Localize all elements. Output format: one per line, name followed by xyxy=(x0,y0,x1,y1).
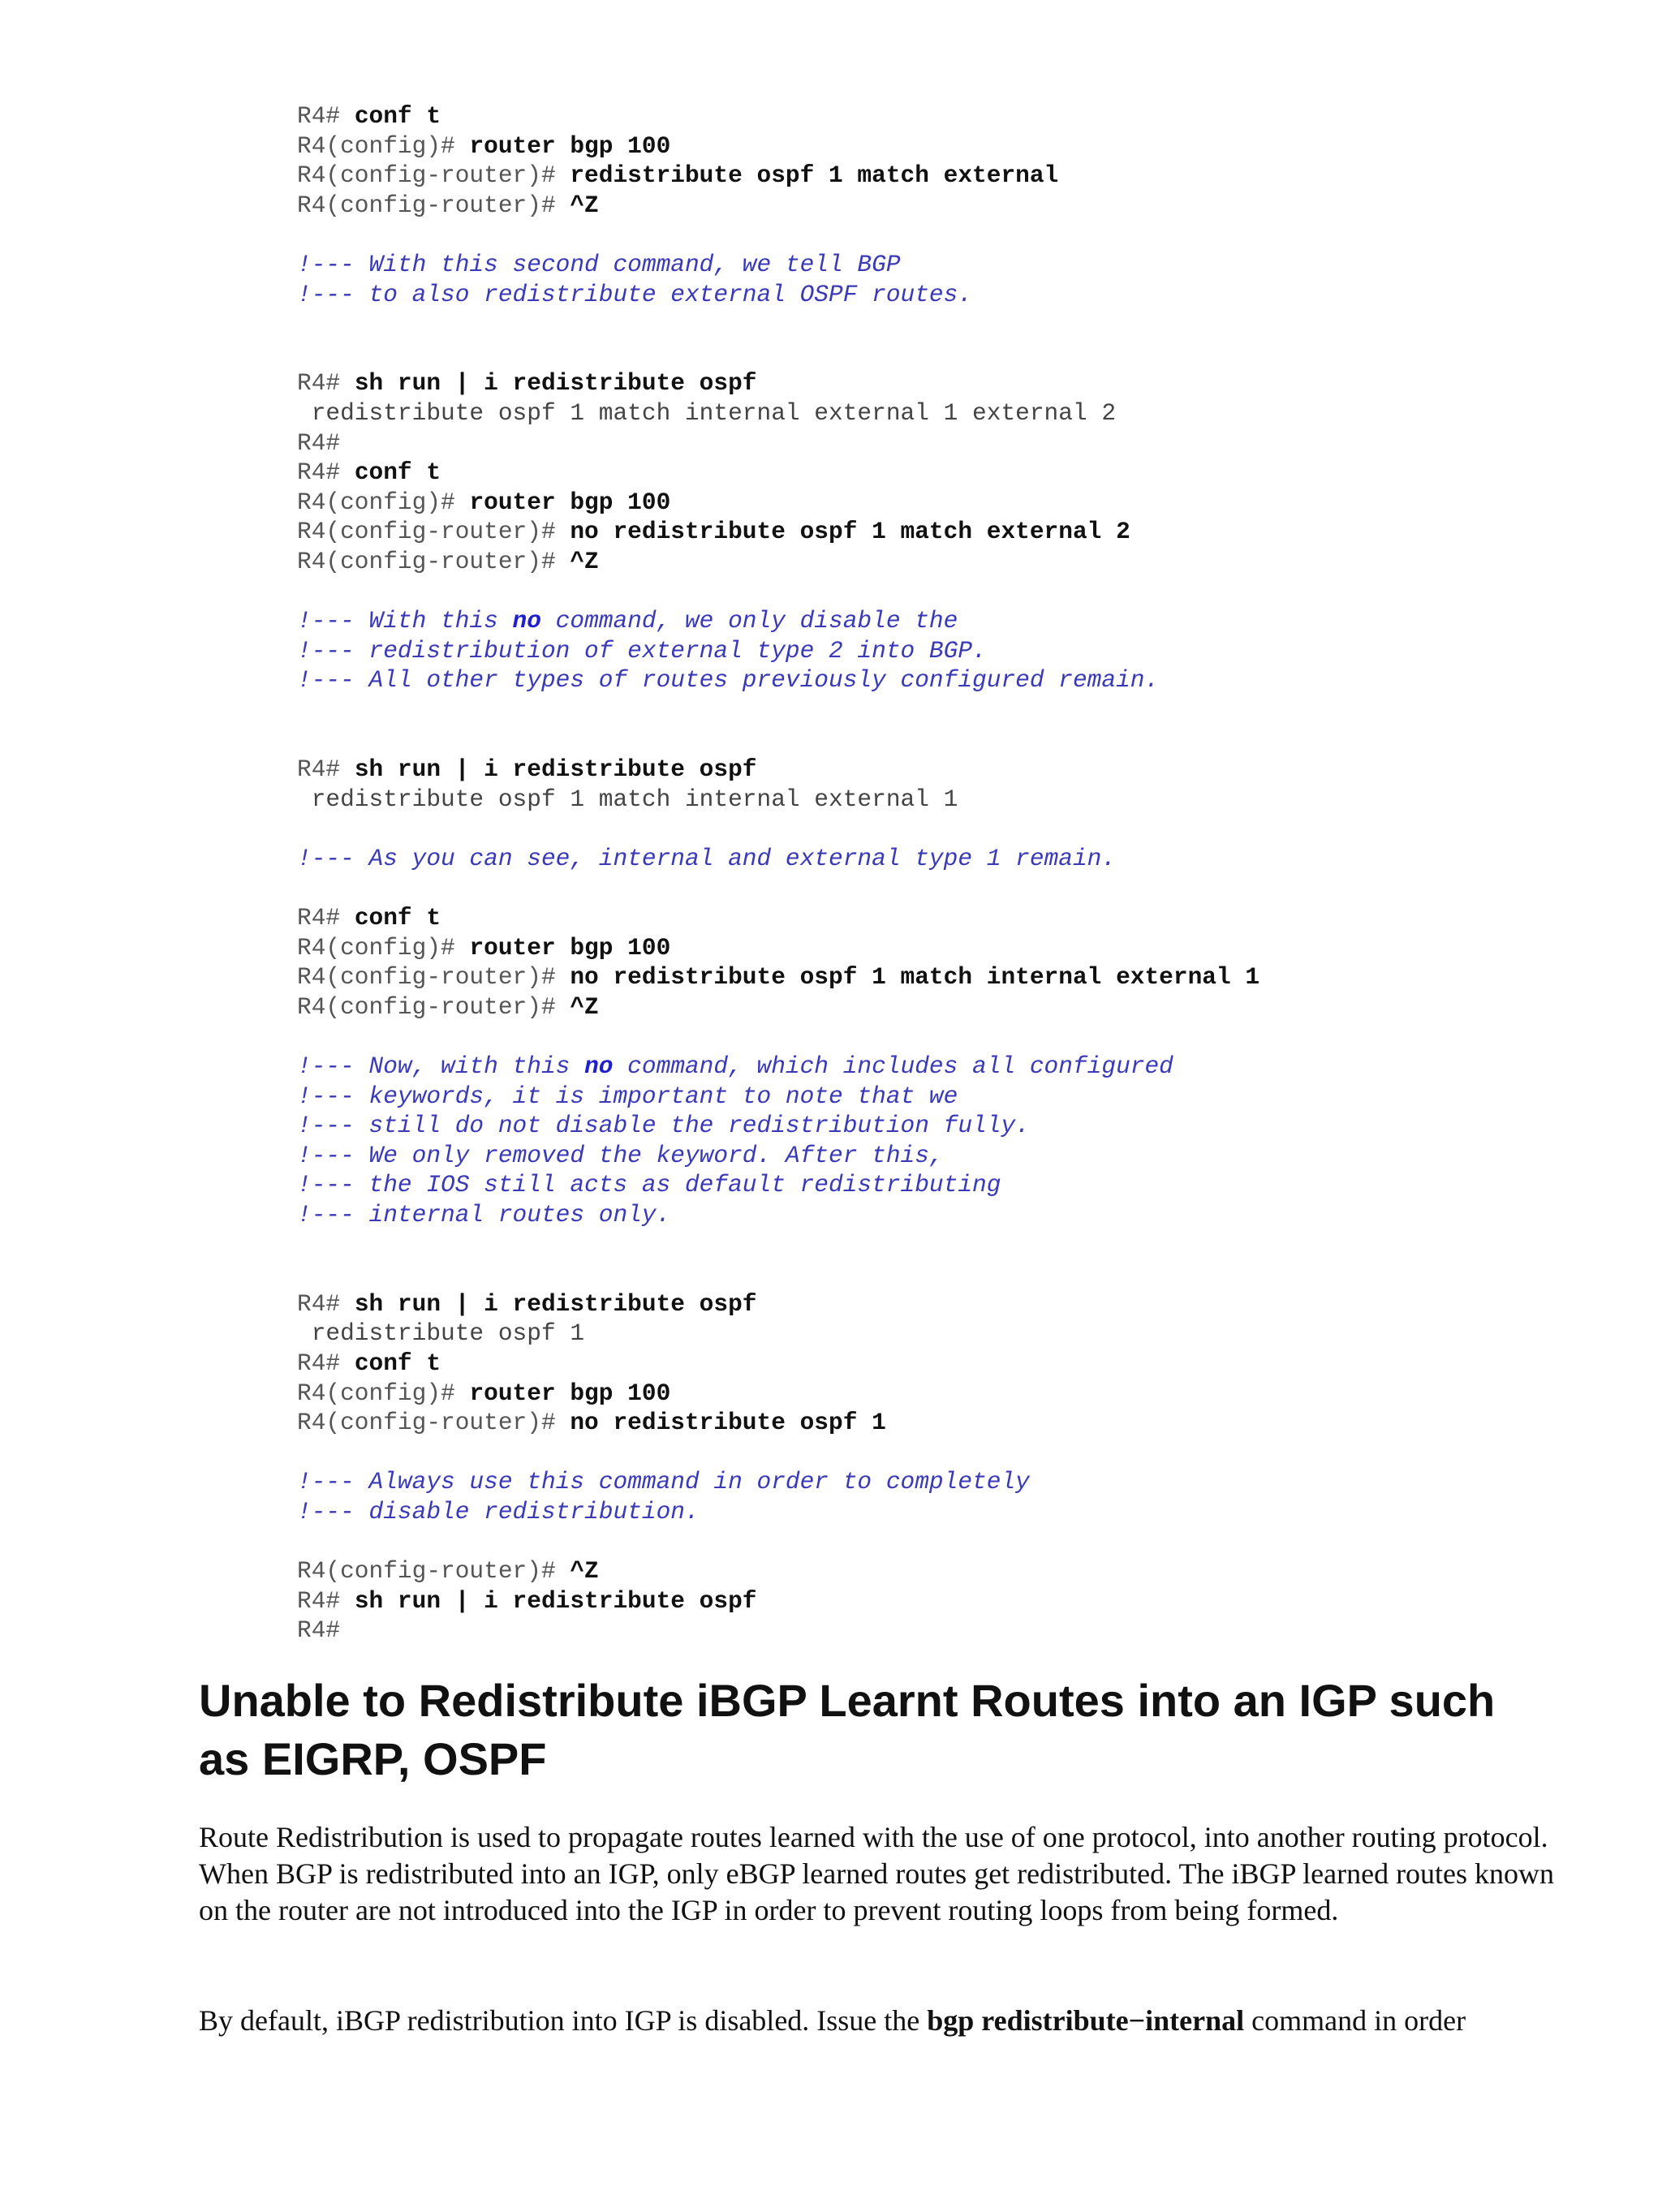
command-name: bgp redistribute−internal xyxy=(927,2004,1245,2037)
prompt: R4# xyxy=(297,904,355,932)
prompt: R4(config-router)# xyxy=(297,1409,571,1437)
comment-text: command, we only disable the xyxy=(540,607,958,635)
code-line xyxy=(297,458,1628,488)
prompt: R4(config-router)# xyxy=(297,992,571,1021)
comment-text: !--- Now, with this xyxy=(297,1052,585,1080)
code-comment: !--- keywords, it is important to note that we xyxy=(297,1082,958,1110)
code-comment: !--- Always use this command in order to completely xyxy=(297,1468,1030,1496)
command: redistribute ospf 1 match external xyxy=(570,161,1059,190)
prompt: R4(config-router)# xyxy=(297,547,571,575)
code-line xyxy=(297,161,1628,191)
code-line xyxy=(297,547,1628,577)
code-output: redistribute ospf 1 match internal external 1 xyxy=(297,785,958,813)
prompt: R4# xyxy=(297,755,355,784)
code-line xyxy=(297,903,1628,933)
prompt: R4# xyxy=(297,428,341,457)
command: router bgp 100 xyxy=(469,1379,671,1407)
prompt: R4(config)# xyxy=(297,933,470,962)
code-listing xyxy=(297,101,1628,1646)
command: conf t xyxy=(354,1349,441,1377)
prompt: R4# xyxy=(297,102,355,130)
section-heading: Unable to Redistribute iBGP Learnt Routes into an IGP such as EIGRP, OSPF xyxy=(199,1675,1496,1784)
code-comment: !--- With this second command, we tell BGP xyxy=(297,250,901,278)
command: ^Z xyxy=(570,992,599,1021)
command: conf t xyxy=(354,904,441,932)
command: ^Z xyxy=(570,547,599,575)
code-line xyxy=(297,428,1628,458)
prompt: R4(config-router)# xyxy=(297,963,571,992)
prompt: R4(config-router)# xyxy=(297,161,571,190)
prompt: R4# xyxy=(297,1616,341,1645)
code-line xyxy=(297,1616,1628,1646)
code-line xyxy=(297,101,1628,131)
code-comment: !--- All other types of routes previously configured remain. xyxy=(297,666,1160,695)
command: no redistribute ospf 1 xyxy=(570,1409,886,1437)
command: sh run | i redistribute ospf xyxy=(354,369,757,398)
command: sh run | i redistribute ospf xyxy=(354,755,757,784)
comment-keyword: no xyxy=(584,1052,614,1080)
code-line xyxy=(297,992,1628,1022)
code-comment: !--- internal routes only. xyxy=(297,1200,671,1229)
prompt: R4(config)# xyxy=(297,1379,470,1407)
code-line xyxy=(297,368,1628,398)
prompt: R4(config-router)# xyxy=(297,191,571,219)
code-comment: !--- redistribution of external type 2 into BGP. xyxy=(297,636,987,665)
prompt: R4(config)# xyxy=(297,488,470,516)
code-line xyxy=(297,1379,1628,1409)
code-line xyxy=(297,1408,1628,1438)
code-line xyxy=(297,933,1628,963)
prompt: R4(config-router)# xyxy=(297,1557,571,1586)
command: router bgp 100 xyxy=(469,488,671,516)
command: no redistribute ospf 1 match external 2 xyxy=(570,518,1130,546)
code-line xyxy=(297,1556,1628,1586)
command: ^Z xyxy=(570,1557,599,1586)
comment-text: command, which includes all configured xyxy=(613,1052,1173,1080)
code-line xyxy=(297,517,1628,547)
command: router bgp 100 xyxy=(469,131,671,160)
code-comment xyxy=(297,606,1628,636)
command: sh run | i redistribute ospf xyxy=(354,1586,757,1615)
prompt: R4# xyxy=(297,1289,355,1318)
code-comment: !--- We only removed the keyword. After this, xyxy=(297,1141,944,1169)
code-line xyxy=(297,755,1628,785)
code-line xyxy=(297,131,1628,161)
paragraph-text: By default, iBGP redistribution into IGP is disabled. Issue the xyxy=(199,2004,928,2037)
body-paragraph xyxy=(199,2003,1562,2039)
code-line xyxy=(297,962,1628,992)
code-line xyxy=(297,1349,1628,1379)
body-paragraph: Route Redistribution is used to propagate routes learned with the use of one protocol, into another routing protocol. When BGP is redistributed into an IGP, only eBGP learned routes get redistributed. The iBGP learned routes known on the router are not introduced into the IGP in order to prevent routing loops from being formed. xyxy=(199,1821,1555,1926)
prompt: R4(config)# xyxy=(297,131,470,160)
command: conf t xyxy=(354,458,441,487)
code-comment: !--- disable redistribution. xyxy=(297,1497,700,1526)
code-comment: !--- As you can see, internal and external type 1 remain. xyxy=(297,844,1117,872)
prompt: R4# xyxy=(297,1349,355,1377)
prompt: R4# xyxy=(297,1586,355,1615)
code-line xyxy=(297,488,1628,518)
code-line xyxy=(297,1586,1628,1616)
code-output: redistribute ospf 1 match internal external 1 external 2 xyxy=(297,398,1117,427)
paragraph-text: command in order xyxy=(1244,2004,1466,2037)
code-comment: !--- the IOS still acts as default redistributing xyxy=(297,1171,1001,1199)
code-comment: !--- to also redistribute external OSPF routes. xyxy=(297,280,973,308)
code-comment: !--- still do not disable the redistribution fully. xyxy=(297,1112,1030,1140)
command: router bgp 100 xyxy=(469,933,671,962)
command: no redistribute ospf 1 match internal external 1 xyxy=(570,963,1260,992)
command: sh run | i redistribute ospf xyxy=(354,1289,757,1318)
command: conf t xyxy=(354,102,441,130)
code-line xyxy=(297,191,1628,221)
code-comment xyxy=(297,1052,1628,1082)
code-line xyxy=(297,1289,1628,1319)
comment-text: !--- With this xyxy=(297,607,513,635)
prompt: R4# xyxy=(297,369,355,398)
command: ^Z xyxy=(570,191,599,219)
code-output: redistribute ospf 1 xyxy=(297,1319,585,1348)
prompt: R4# xyxy=(297,458,355,487)
prompt: R4(config-router)# xyxy=(297,518,571,546)
comment-keyword: no xyxy=(512,607,541,635)
